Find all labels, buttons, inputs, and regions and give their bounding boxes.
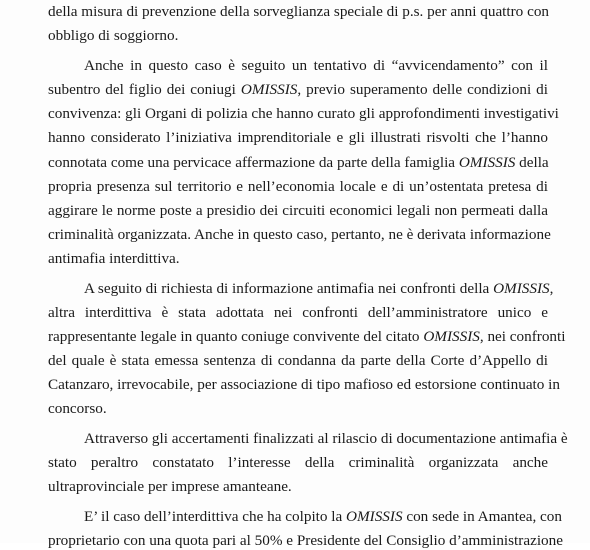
text-line <box>48 328 566 346</box>
text-segment: concorso. <box>48 400 107 417</box>
text-line <box>48 250 548 268</box>
text-line <box>48 178 548 196</box>
text-segment: E’ il caso dell’interdittiva che ha colpito la <box>84 508 347 525</box>
text-segment-italic: OMISSIS <box>423 328 480 345</box>
text-segment: Attraverso gli accertamenti finalizzati al rilascio di documentazione antimafia è <box>84 430 568 447</box>
text-line <box>48 129 548 147</box>
text-line <box>48 352 548 370</box>
text-line <box>84 280 554 298</box>
text-segment: Catanzaro, irrevocabile, per associazione di tipo mafioso ed estorsione continuato in <box>48 376 560 393</box>
text-segment-italic: OMISSIS <box>346 508 403 525</box>
text-line <box>48 376 560 394</box>
text-segment: criminalità organizzata. Anche in questo caso, pertanto, ne è derivata informazione <box>48 226 551 243</box>
text-segment: aggirare le norme poste a presidio dei circuiti economici legali non permeati dalla <box>48 202 548 219</box>
text-segment-italic: OMISSIS <box>493 280 550 297</box>
text-segment: , <box>549 280 554 297</box>
text-segment-italic: OMISSIS <box>458 154 516 171</box>
text-segment: propria presenza sul territorio e nell’economia locale e di un’ostentata pretesa di <box>48 178 548 195</box>
text-segment: hanno considerato l’iniziativa imprenditoriale e gli illustrati risvolti che l’hanno <box>48 129 548 146</box>
text-line <box>84 430 568 448</box>
text-segment-italic: OMISSIS <box>240 81 298 98</box>
text-segment: ultraprovinciale per imprese amanteane. <box>48 478 292 495</box>
text-segment: del quale è stata emessa sentenza di condanna da parte della Corte d’Appello di <box>48 352 548 369</box>
text-line <box>48 400 548 418</box>
text-segment: A seguito di richiesta di informazione antimafia nei confronti della <box>84 280 494 297</box>
text-segment: convivenza: gli Organi di polizia che hanno curato gli approfondimenti investigativi <box>48 105 559 122</box>
text-line <box>84 508 562 526</box>
text-segment: stato peraltro constatato l’interesse della criminalità organizzata anche <box>48 454 548 471</box>
text-segment: Anche in questo caso è seguito un tentativo di “avvicendamento” con il <box>84 57 548 74</box>
text-segment: , nei confronti <box>479 328 566 345</box>
text-segment: altra interdittiva è stata adottata nei confronti dell’amministratore unico e <box>48 304 548 321</box>
text-line <box>48 478 548 496</box>
text-line <box>48 304 548 322</box>
text-segment: con sede in Amantea, con <box>402 508 562 525</box>
text-line <box>48 226 551 244</box>
text-line <box>84 57 548 75</box>
text-line <box>48 202 548 220</box>
text-line <box>48 3 548 21</box>
text-segment: proprietario con una quota pari al 50% e Presidente del Consiglio d’amministrazione <box>48 532 563 549</box>
text-segment: antimafia interdittiva. <box>48 250 180 267</box>
text-line <box>48 105 559 123</box>
text-segment: , previo superamento delle condizioni di <box>297 81 548 98</box>
text-line <box>48 81 548 99</box>
text-line <box>48 454 548 472</box>
text-segment: subentro del figlio dei coniugi <box>48 81 241 98</box>
text-segment: della <box>515 154 549 171</box>
text-segment: connotata come una pervicace affermazione da parte della famiglia <box>48 154 459 171</box>
text-segment: rappresentante legale in quanto coniuge convivente del citato <box>48 328 424 345</box>
text-segment: della misura di prevenzione della sorveglianza speciale di p.s. per anni quattro con <box>48 3 550 20</box>
text-line <box>48 532 563 550</box>
text-line <box>48 27 548 45</box>
text-segment: obbligo di soggiorno. <box>48 27 179 44</box>
text-line <box>48 154 548 172</box>
